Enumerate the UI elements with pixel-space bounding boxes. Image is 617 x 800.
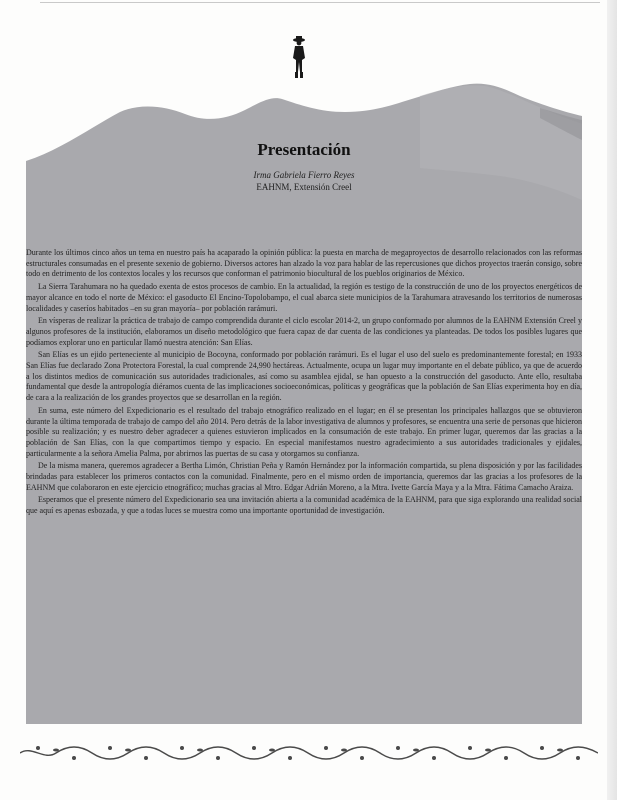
page-title: Presentación: [257, 140, 351, 159]
body-text: [26, 248, 582, 519]
content-panel: [26, 134, 582, 724]
paragraph-5: En suma, este número del Expedicionario es el resultado del trabajo etnográfico realizado en el lugar; en él se presentan los principales hallazgos que se obtuvieron durante la última temporada de trabajo de campo del año 2014. Pero detrás de la labor investigativa de alumnos y profesores, se encuentra una serie de personas que hicieron posible su realización; y es nuestro deber agradecer a quienes estuvieron implicados en la consumación de este trabajo. En primer lugar, queremos dar las gracias a la población de San Elías, con la que compartimos tiempo y espacio. En especial manifestamos nuestro agradecimiento a sus autoridades tradicionales y ejidales, particularmente a la señora Amelia Palma, por abrirnos las puertas de su casa y otorgarnos su confianza.: [26, 405, 582, 458]
paragraph-3: En vísperas de realizar la práctica de trabajo de campo comprendida durante el ciclo escolar 2014-2, un grupo conformado por alumnos de la EAHNM Extensión Creel y algunos profesores de la institución, elaboramos un diseño metodológico que fuera capaz de dar cuenta de las condiciones ya planteadas. De todos los posibles lugares que podíamos explorar uno en particular llamó nuestra atención: San Elías.: [26, 316, 582, 347]
paragraph-4: San Elías es un ejido perteneciente al municipio de Bocoyna, conformado por población rarámuri. Es el lugar el uso del suelo es predominantemente forestal; en 1933 San Elías fue declarado Zona Protectora Forestal, la cual comprende 24,990 hectáreas. Actualmente, ocupa un lugar muy importante en el debate público, ya que de acuerdo a los distintos medios de comunicación sus autoridades tradicionales, así como su asamblea ejidal, se han opuesto a la construcción del gasoducto. Ante ello, resultaba fundamental que desde la antropología diéramos cuenta de las implicaciones socioeconómicas, políticas y geográficas que la población de San Elías experimenta hoy en día, de cara a la realización de los grandes proyectos que se desarrollan en la región.: [26, 350, 582, 403]
paragraph-7: Esperamos que el presente número del Expedicionario sea una invitación abierta a la comunidad académica de la EAHNM, para que siga explorando una realidad social que aquí es apenas esbozada, y que a todas luces se muestra como una importante oportunidad de investigación.: [26, 495, 582, 516]
author-name: Irma Gabriela Fierro Reyes: [253, 170, 355, 180]
rider-silhouette-icon: [290, 36, 308, 80]
author-affiliation: EAHNM, Extensión Creel: [256, 182, 352, 192]
vine-ornament-icon: [20, 742, 598, 764]
paragraph-1: Durante los últimos cinco años un tema en nuestro país ha acaparado la opinión pública: la puesta en marcha de megaproyectos de desarrollo relacionados con las reformas estructurales consumadas en el presente sexenio de gobierno. Diversos actores han alzado la voz para hablar de las repercusiones que dichos proyectos traerán consigo, sobre todo en detrimento de los contextos locales y los recursos que conforman el patrimonio biocultural de los pueblos originarios de México.: [26, 248, 582, 279]
paragraph-2: La Sierra Tarahumara no ha quedado exenta de estos procesos de cambio. En la actualidad, la región es testigo de la construcción de uno de los proyectos energéticos de mayor alcance en todo el norte de México: el gasoducto El Encino-Topolobampo, el cual abarca siete municipios de la Tarahumara atravesando los territorios de numerosas localidades y caseríos habitados –en su gran mayoría– por población rarámuri.: [26, 282, 582, 313]
paragraph-6: De la misma manera, queremos agradecer a Bertha Limón, Christian Peña y Ramón Hernández por la información compartida, su plena disposición y por las facilidades brindadas para establecer los primeros contactos con la comunidad. Finalmente, pero en el mismo orden de importancia, queremos dar las gracias a los profesores de la EAHNM que colaboraron en este ejercicio etnográfico; muchas gracias al Mtro. Edgar Adrián Moreno, a la Mtra. Ivette García Maya y a la Mtra. Fátima Camacho Araiza.: [26, 461, 582, 492]
